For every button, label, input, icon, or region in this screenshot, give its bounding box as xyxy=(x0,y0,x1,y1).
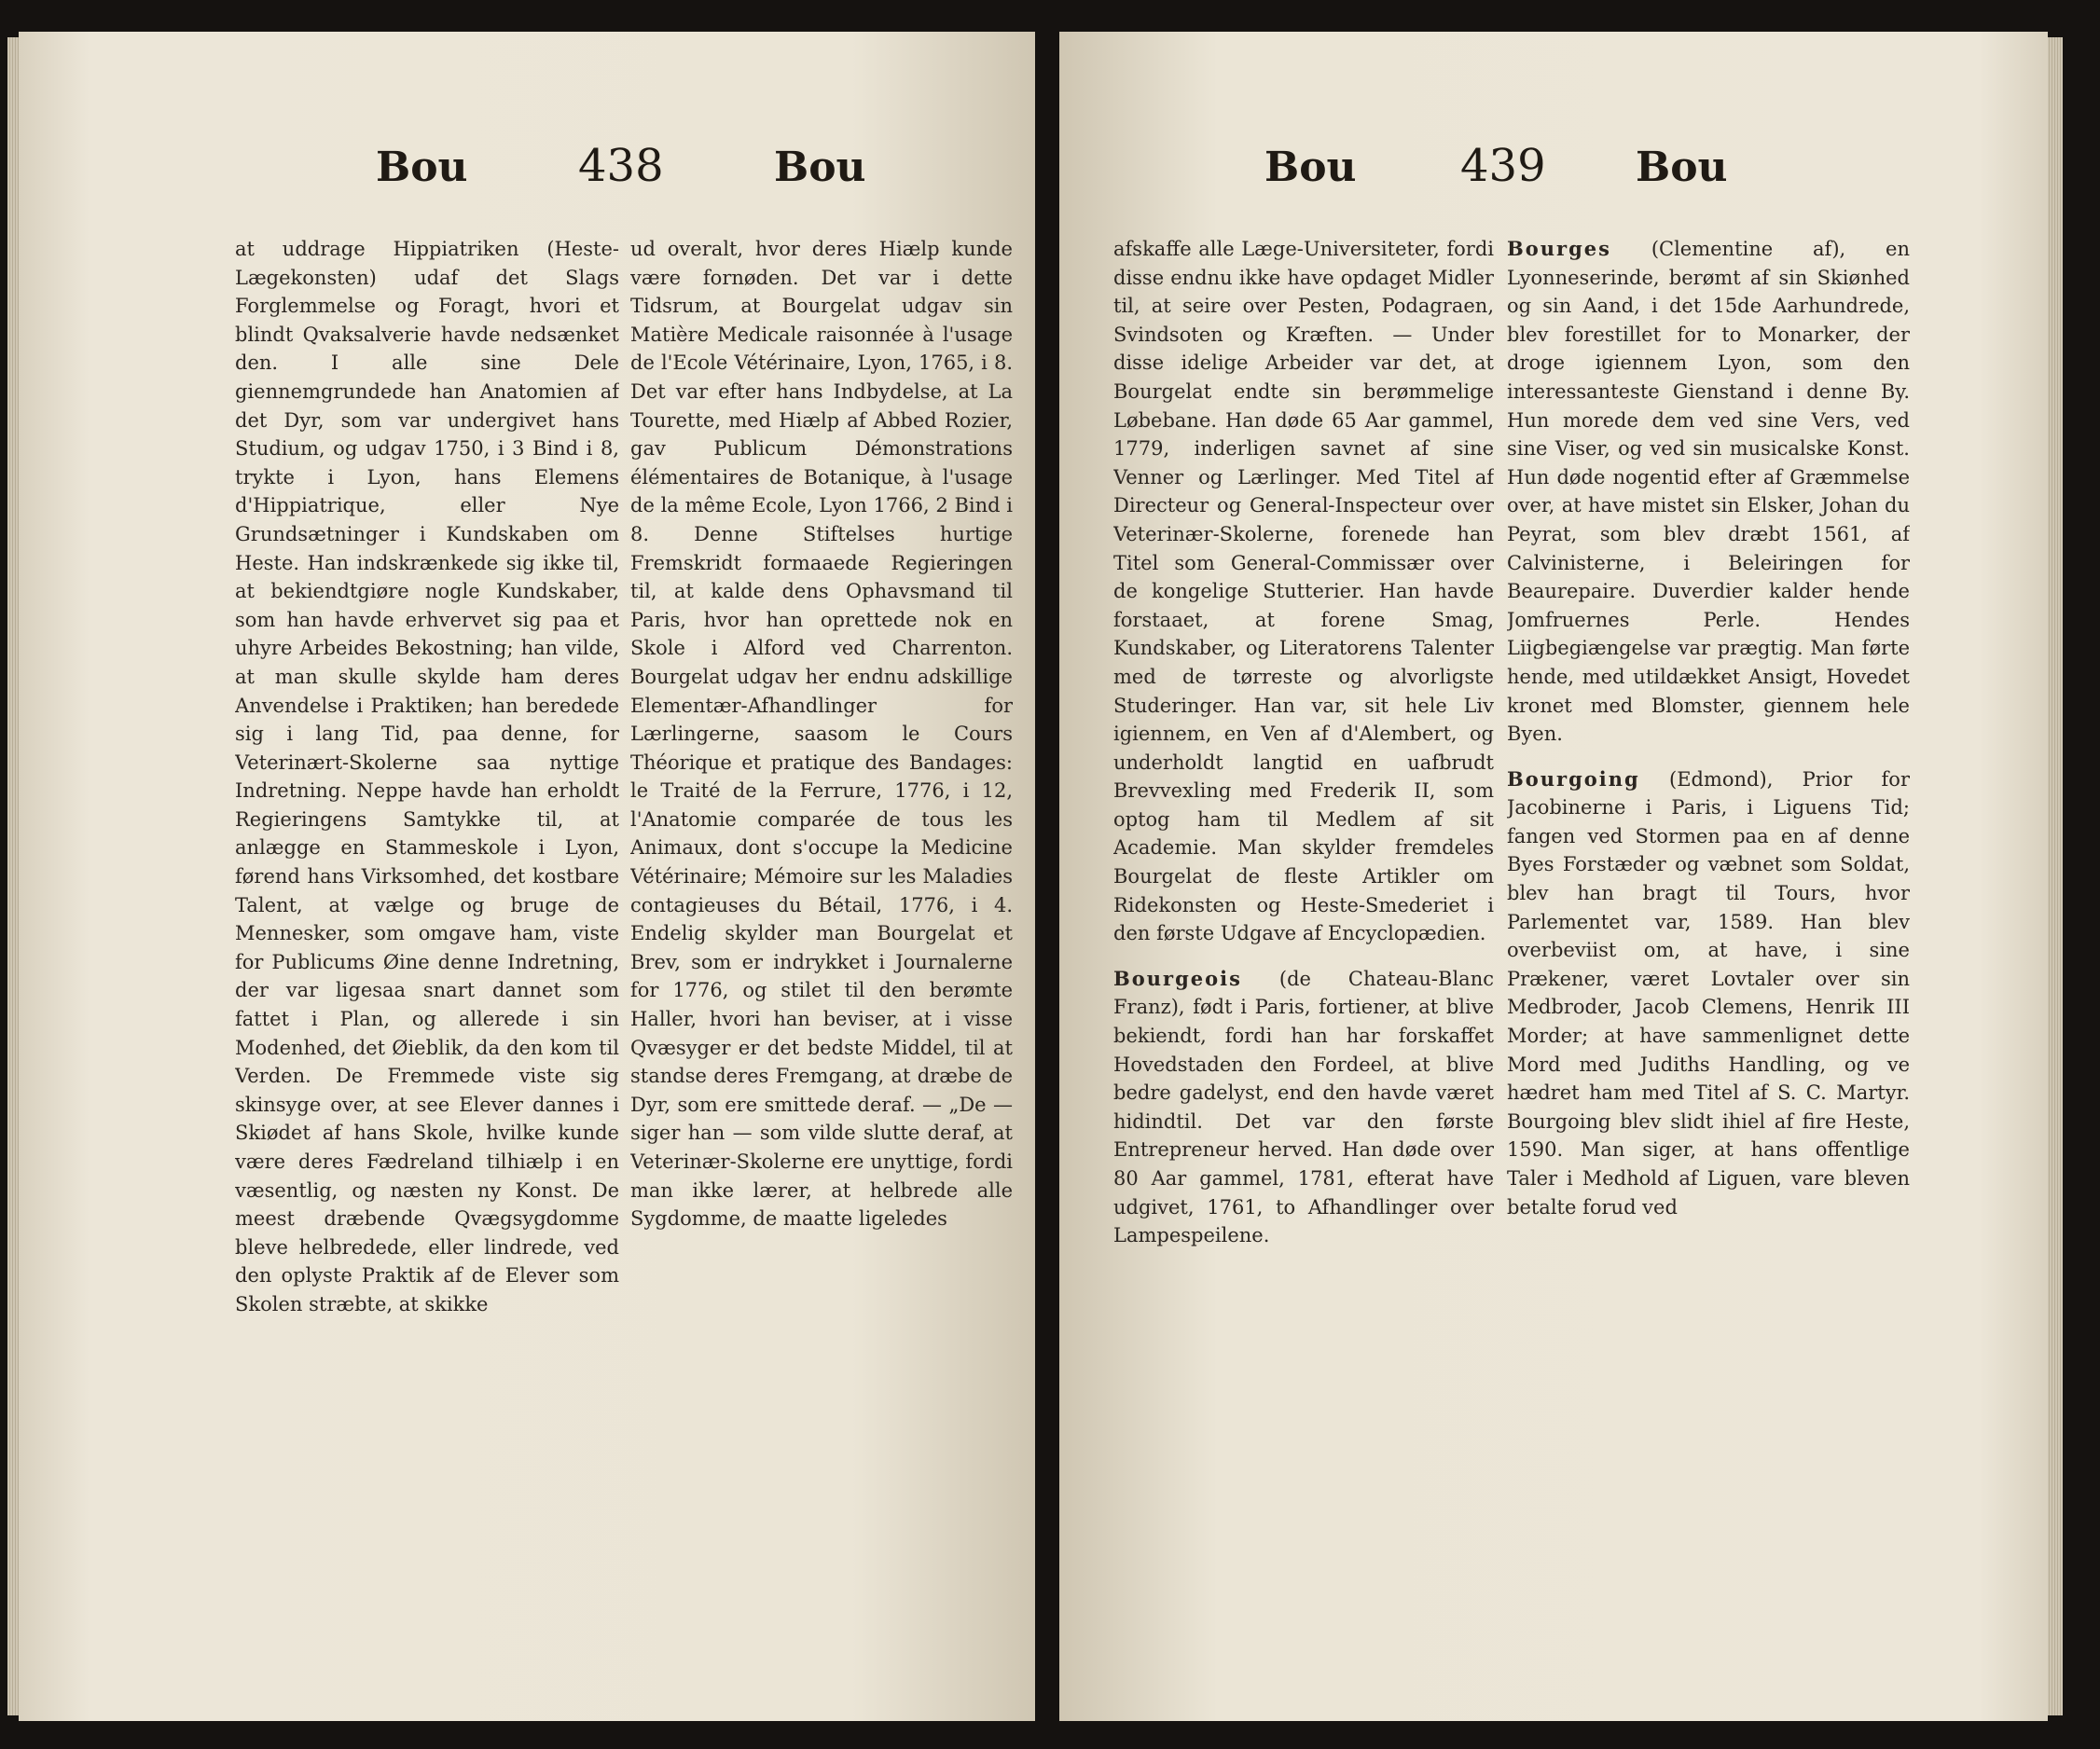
right-page xyxy=(1059,32,2048,1721)
right-running-head-left: Bou xyxy=(1264,144,1357,191)
left-column-2-text: ud overalt, hvor deres Hiælp kunde være fornøden. Det var i dette Tidsrum, at Bourgelat udgav sin Matière Medicale raisonnée à l'usage de l'Ecole Vétérinaire, Lyon, 1765, i 8. Det var efter hans Indbydelse, at La Tourette, med Hiælp af Abbed Rozier, gav Publicum Démonstrations élémentaires de Botanique, à l'usage de la même Ecole, Lyon 1766, 2 Bind i 8. Denne Stiftelses hurtige Fremskridt formaaede Regieringen til, at kalde dens Ophavsmand til Paris, hvor han oprettede nok en Skole i Alford ved Charrenton. Bourgelat udgav her endnu adskillige Elementær-Afhandlinger for Lærlingerne, saasom le Cours Théorique et pratique des Bandages: le Traité de la Ferrure, 1776, i 12, l'Anatomie comparée de tous les Animaux, dont s'occupe la Medicine Vétérinaire; Mémoire sur les Maladies contagieuses du Bétail, 1776, i 4. Endelig skylder man Bourgelat et Brev, som er indrykket i Journalerne for 1776, og stilet til den berømte Haller, hvori han beviser, at i visse Qvæsyger er det bedste Middel, til at standse deres Fremgang, at dræbe de Dyr, som ere smittede deraf. — „De — siger han — som vilde slutte deraf, at Veterinær-Skolerne ere unyttige, fordi man ikke lærer, at helbrede alle Sygdomme, de maatte ligeledes xyxy=(630,238,1013,1231)
left-page-column-2 xyxy=(630,235,1013,1233)
right-page-column-1 xyxy=(1113,235,1494,1250)
right-running-head-right: Bou xyxy=(1636,144,1728,191)
entry-bourges-title: Bourges xyxy=(1507,237,1611,260)
entry-bourgoing xyxy=(1507,765,1910,1222)
right-page-number: 439 xyxy=(1460,140,1546,192)
entry-bourgeois xyxy=(1113,965,1494,1250)
left-column-1-text: at uddrage Hippiatriken (Heste-Lægekonsten) udaf det Slags Forglemmelse og Foragt, hvori et blindt Qvaksalverie havde nedsænket den. I alle sine Dele giennemgrundede han Anatomien af det Dyr, som var undergivet hans Studium, og udgav 1750, i 3 Bind i 8, trykte i Lyon, hans Elemens d'Hippiatrique, eller Nye Grundsætninger i Kundskaben om Heste. Han indskrænkede sig ikke til, at bekiendtgiøre nogle Kundskaber, som han havde erhvervet sig paa et uhyre Arbeides Bekostning; han vilde, at man skulle skylde ham deres Anvendelse i Praktiken; han beredede sig i lang Tid, paa denne, for Veterinært-Skolerne saa nyttige Indretning. Neppe havde han erholdt Regieringens Samtykke til, at anlægge en Stammeskole i Lyon, førend hans Virksomhed, det kostbare Talent, at vælge og bruge de Mennesker, som omgave ham, viste for Publicums Øine denne Indretning, der var ligesaa snart dannet som fattet i Plan, og allerede i sin Modenhed, det Øieblik, da den kom til Verden. De Fremmede viste sig skinsyge over, at see Elever dannes i Skiødet af hans Skole, hvilke kunde være deres Fædreland tilhiælp i en væsentlig, og næsten ny Konst. De meest dræbende Qvægsygdomme bleve helbredede, eller lindrede, ved den oplyste Praktik af de Elever som Skolen stræbte, at skikke xyxy=(235,238,619,1315)
left-running-head-left: Bou xyxy=(376,144,468,191)
left-running-head-right: Bou xyxy=(774,144,866,191)
left-page-column-1 xyxy=(235,235,619,1319)
right-column-1-text: afskaffe alle Læge-Universiteter, fordi disse endnu ikke have opdaget Midler til, at seire over Pesten, Podagraen, Svindsoten og Kræften. — Under disse idelige Arbeider var det, at Bourgelat endte sin berømmelige Løbebane. Han døde 65 Aar gammel, 1779, inderligen savnet af sine Venner og Lærlinger. Med Titel af Directeur og General-Inspecteur over Veterinær-Skolerne, forenede han Titel som General-Commissær over de kongelige Stutterier. Han havde forstaaet, at forene Smag, Kundskaber, og Literatorens Talenter med de tørreste og alvorligste Studeringer. Han var, sit hele Liv igiennem, en Ven af d'Alembert, og underholdt langtid en uafbrudt Brevvexling med Frederik II, som optog ham til Medlem af sit Academie. Man skylder fremdeles Bourgelat de fleste Artikler om Ridekonsten og Heste-Smederiet i den første Udgave af Encyclopædien. xyxy=(1113,238,1494,945)
entry-bourgeois-text: (de Chateau-Blanc Franz), født i Paris, fortiener, at blive bekiendt, fordi han har forskaffet Hovedstaden den Fordeel, at blive bedre gadelyst, end den havde været hidindtil. Det var den første Entrepreneur herved. Han døde over 80 Aar gammel, 1781, efterat have udgivet, 1761, to Afhandlinger over Lampespeilene. xyxy=(1113,967,1494,1247)
entry-bourgeois-title: Bourgeois xyxy=(1113,966,1242,990)
left-page xyxy=(19,32,1035,1721)
left-page-number: 438 xyxy=(578,140,664,192)
entry-bourgoing-text: (Edmond), Prior for Jacobinerne i Paris, i Liguens Tid; fangen ved Stormen paa en af denne Byes Forstæder og væbnet som Soldat, blev han bragt til Tours, hvor Parlementet var, 1589. Han blev overbeviist om, at have, i sine Prækener, været Lovtaler over sin Medbroder, Jacob Clemens, Henrik III Morder; at have sammenlignet dette Mord med Judiths Handling, og ve hædret ham med Titel af S. C. Martyr. Bourgoing blev slidt ihiel af fire Heste, 1590. Man siger, at hans offentlige Taler i Medhold af Liguen, vare bleven betalte forud ved xyxy=(1507,767,1910,1219)
entry-bourges xyxy=(1507,235,1910,749)
entry-bourgoing-title: Bourgoing xyxy=(1507,766,1640,791)
right-page-column-2 xyxy=(1507,235,1910,1221)
entry-bourges-text: (Clementine af), en Lyonneserinde, berømt af sin Skiønhed og sin Aand, i det 15de Aarhundrede, blev forestillet for to Monarker, der droge igiennem Lyon, som den interessanteste Gienstand i denne By. Hun morede dem ved sine Vers, ved sine Viser, og ved sin musicalske Konst. Hun døde nogentid efter af Græmmelse over, at have mistet sin Elsker, Johan du Peyrat, som blev dræbt 1561, af Calvinisterne, i Beleiringen for Beaurepaire. Duverdier kalder hende Jomfruernes Perle. Hendes Liigbegiængelse var prægtig. Man førte hende, med utildækket Ansigt, Hovedet kronet med Blomster, giennem hele Byen. xyxy=(1507,238,1910,746)
